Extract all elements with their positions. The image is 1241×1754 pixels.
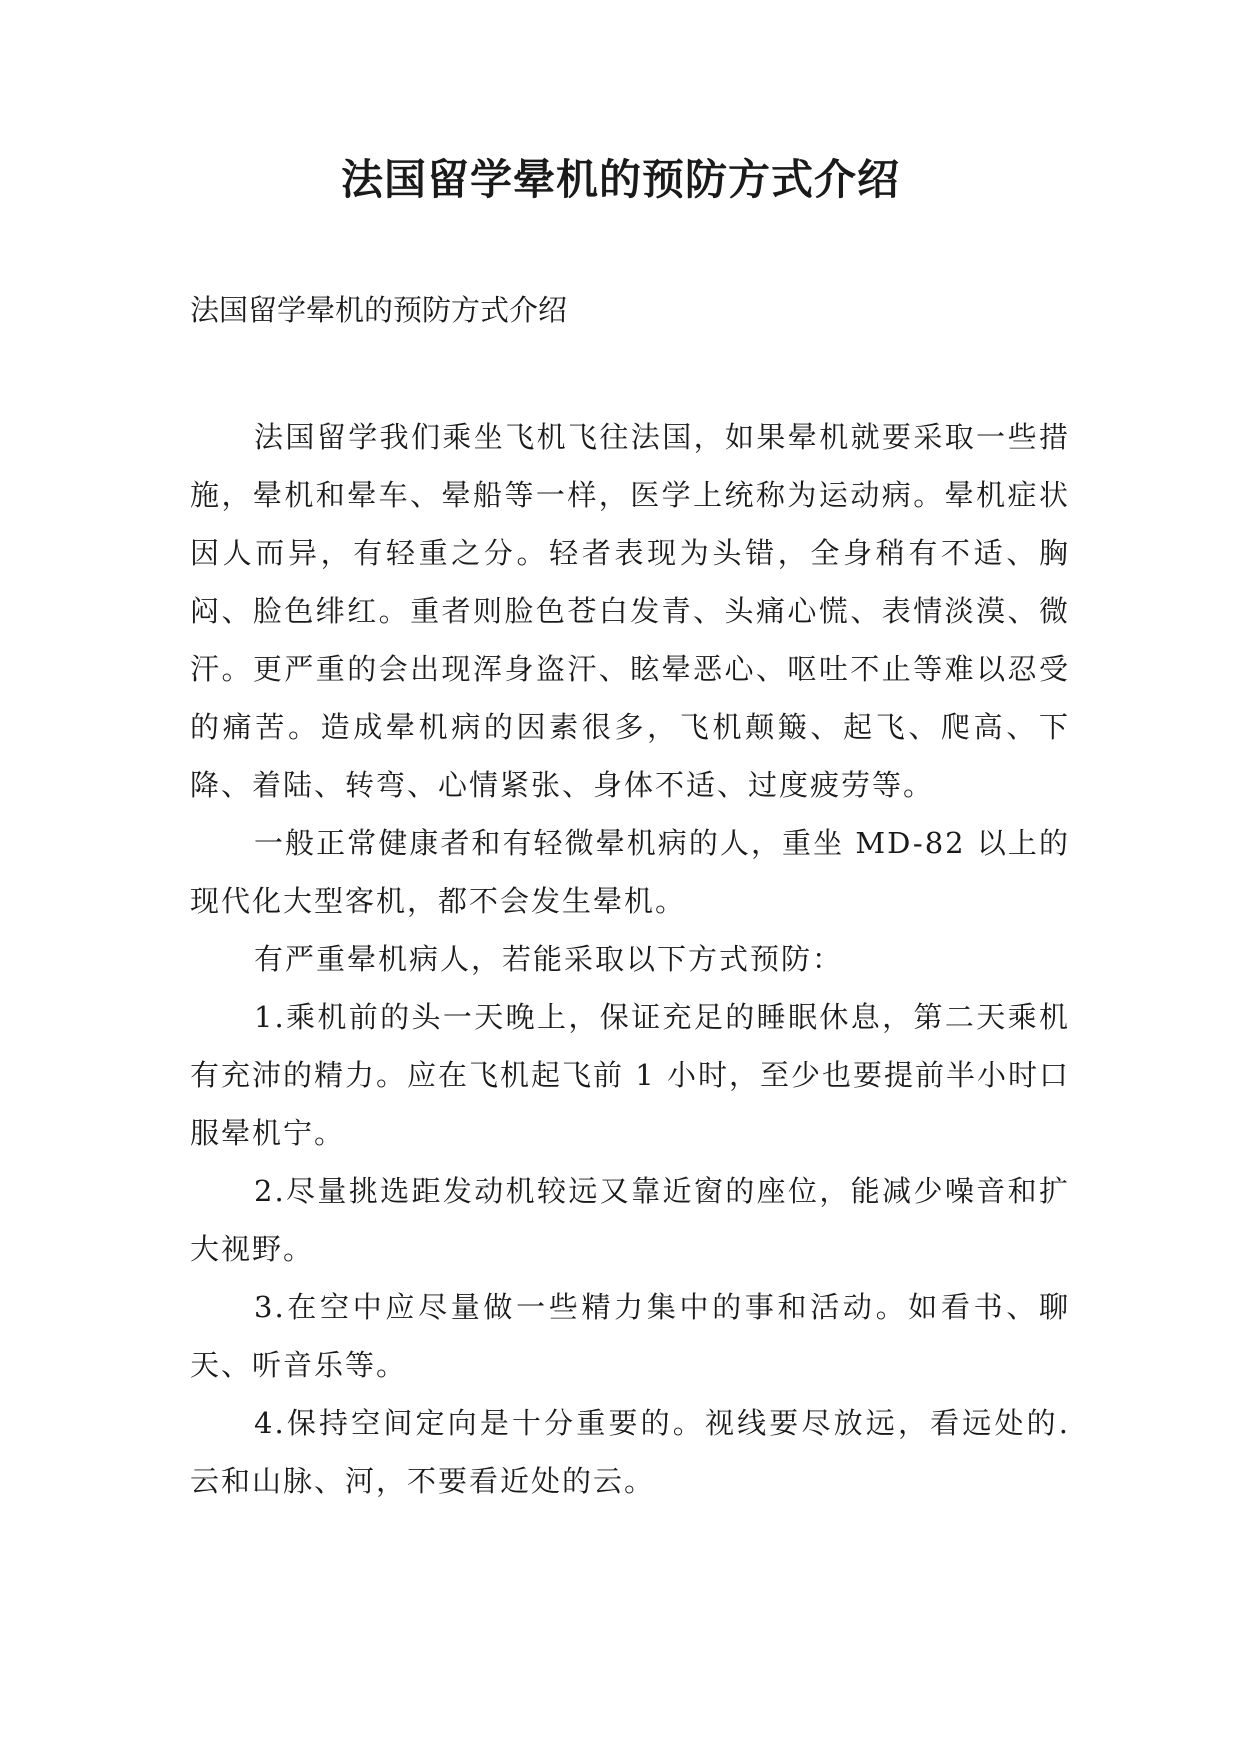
paragraph-normal-passengers: 一般正常健康者和有轻微晕机病的人，重坐 MD-82 以上的现代化大型客机，都不会发生晕机。 [190,826,1070,918]
paragraph-tip-3: 3.在空中应尽量做一些精力集中的事和活动。如看书、聊天、听音乐等。 [190,1290,1070,1382]
paragraph-prevention-lead: 有严重晕机病人，若能采取以下方式预防： [254,942,844,976]
document-subtitle: 法国留学晕机的预防方式介绍 [190,293,568,327]
paragraph-tip-2: 2.尽量挑选距发动机较远又靠近窗的座位，能减少噪音和扩大视野。 [190,1174,1070,1266]
paragraph-tip-1: 1.乘机前的头一天晚上，保证充足的睡眠休息，第二天乘机有充沛的精力。应在飞机起飞前 1 小时，至少也要提前半小时口服晕机宁。 [190,1000,1070,1150]
document-title: 法国留学晕机的预防方式介绍 [340,155,900,204]
paragraph-intro: 法国留学我们乘坐飞机飞往法国，如果晕机就要采取一些措施，晕机和晕车、晕船等一样，医学上统称为运动病。晕机症状因人而异，有轻重之分。轻者表现为头错，全身稍有不适、胸闷、脸色绯红。重者则脸色苍白发青、头痛心慌、表情淡漠、微汗。更严重的会出现浑身盗汗、眩晕恶心、呕吐不止等难以忍受的痛苦。造成晕机病的因素很多，飞机颠簸、起飞、爬高、下降、着陆、转弯、心情紧张、身体不适、过度疲劳等。 [190,420,1070,802]
document-body [190,408,1070,1510]
paragraph-tip-4: 4.保持空间定向是十分重要的。视线要尽放远，看远处的.云和山脉、河，不要看近处的云。 [190,1406,1070,1498]
